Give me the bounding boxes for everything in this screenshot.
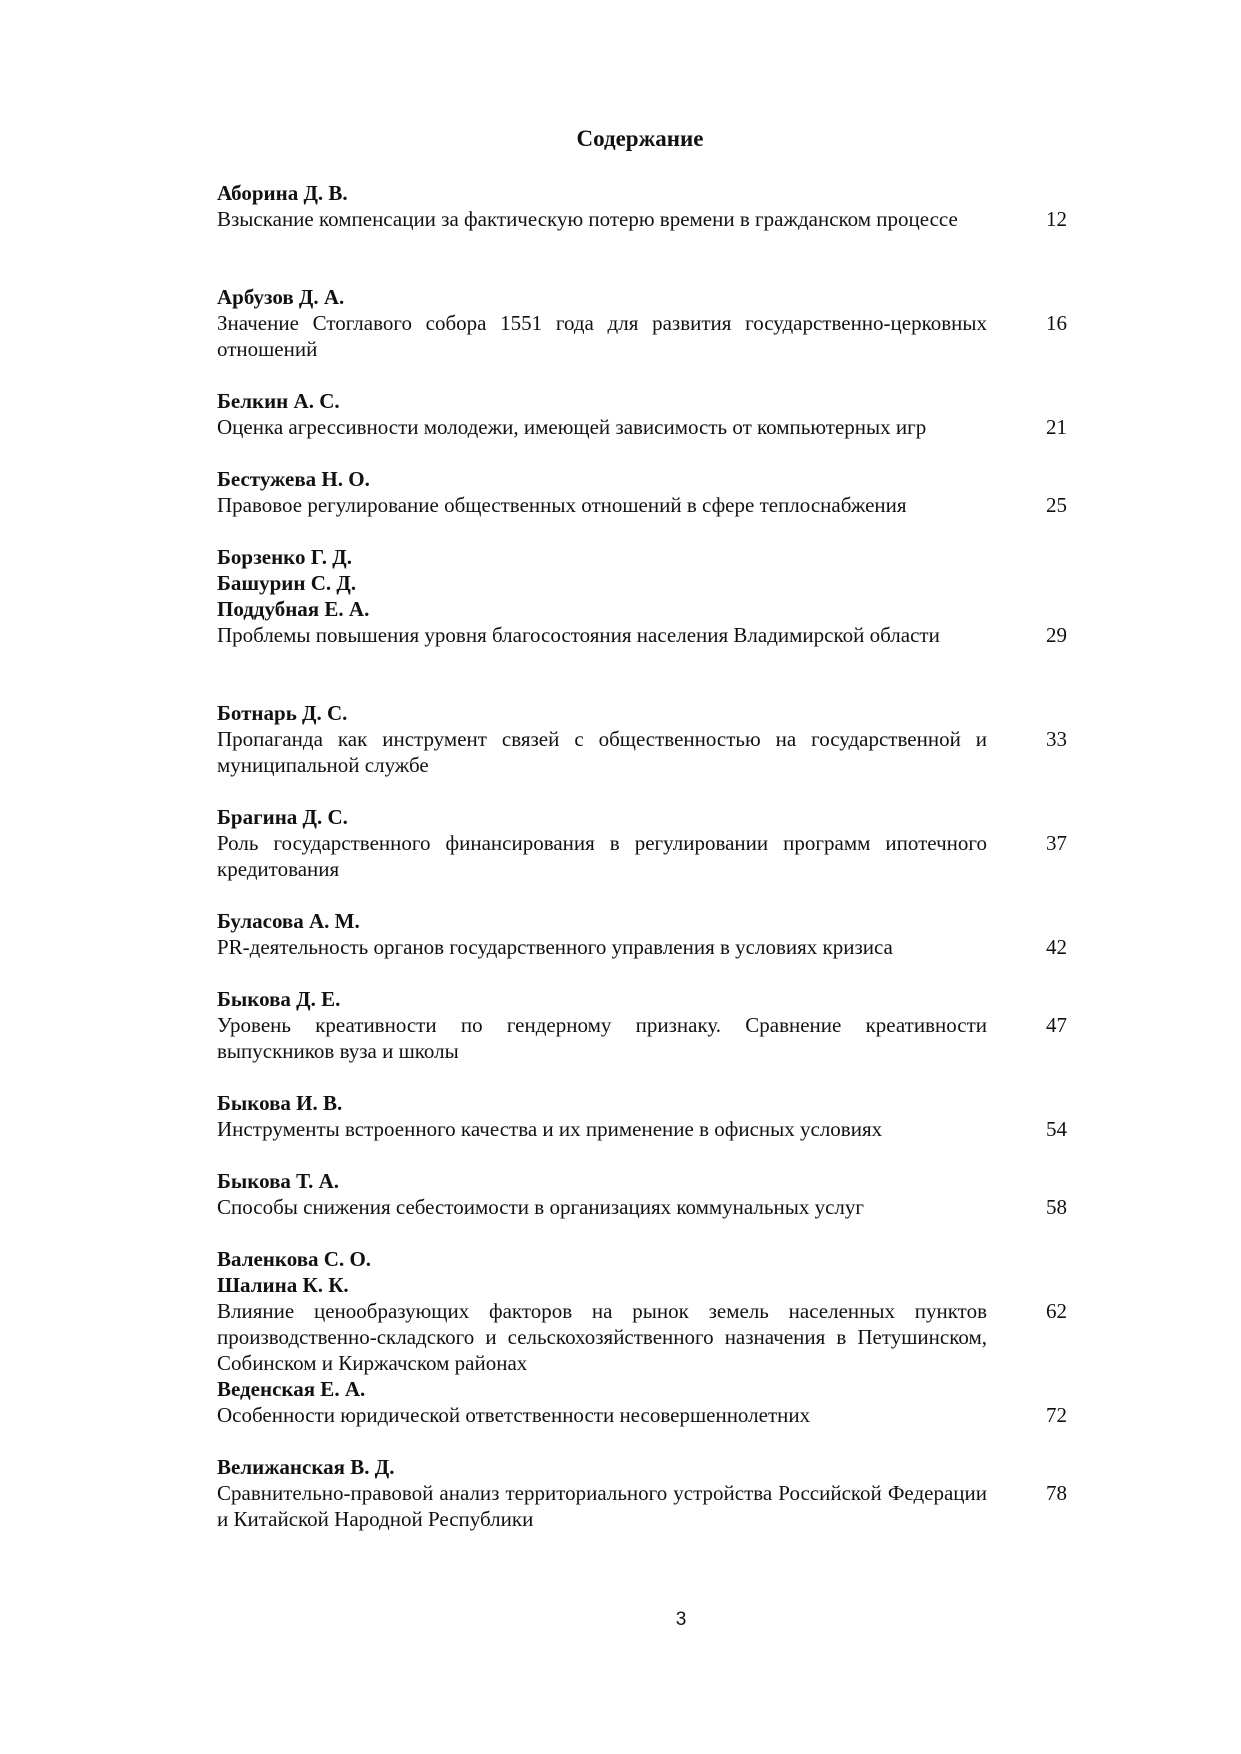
toc-entry [217,388,1067,440]
entry-author: Валенкова С. О. [217,1247,372,1271]
toc-entry [217,466,1067,518]
entry-title: Особенности юридической ответственности несовершеннолетних [217,1403,811,1427]
entry-page-number: 58 [1046,1195,1067,1219]
toc-entry [217,1454,1067,1532]
toc-entry [217,700,1067,778]
toc-entry [217,1246,1067,1376]
entry-author: Борзенко Г. Д. [217,545,352,569]
toc-entry [217,544,1067,648]
entry-author: Буласова А. М. [217,909,360,933]
entry-author: Быкова Т. А. [217,1169,339,1193]
page-title: Содержание [576,126,704,151]
entry-author: Быкова И. В. [217,1091,343,1115]
entry-page-number: 78 [1046,1481,1067,1505]
toc-entry [217,1090,1067,1142]
entry-author: Аборина Д. В. [217,181,348,205]
entry-page-number: 21 [1046,415,1067,439]
entry-author: Шалина К. К. [217,1273,349,1297]
entry-page-number: 72 [1046,1403,1067,1427]
entry-author: Бестужева Н. О. [217,467,370,491]
entry-page-number: 16 [1046,311,1067,335]
entry-title: Значение Стоглавого собора 1551 года для развития государственно-церковных отношений [217,311,987,361]
entry-author: Белкин А. С. [217,389,340,413]
entry-title: Инструменты встроенного качества и их применение в офисных условиях [217,1117,883,1141]
entry-title: Сравнительно-правовой анализ территориального устройства Российской Федерации и Китайской Народной Республики [217,1481,987,1531]
entry-author: Ботнарь Д. С. [217,701,348,725]
entry-title: Проблемы повышения уровня благосостояния населения Владимирской области [217,623,940,647]
entry-author: Быкова Д. Е. [217,987,341,1011]
entry-title: PR-деятельность органов государственного управления в условиях кризиса [217,935,893,959]
toc-entry [217,908,1067,960]
entry-author: Велижанская В. Д. [217,1455,395,1479]
entry-page-number: 25 [1046,493,1067,517]
toc-entry [217,1168,1067,1220]
entry-title: Оценка агрессивности молодежи, имеющей зависимость от компьютерных игр [217,415,927,439]
entry-author: Арбузов Д. А. [217,285,345,309]
entry-title: Пропаганда как инструмент связей с общественностью на государственной и муниципальной службе [217,727,987,777]
entry-page-number: 42 [1046,935,1067,959]
toc-entry [217,986,1067,1064]
entry-title: Роль государственного финансирования в регулировании программ ипотечного кредитования [217,831,987,881]
entry-title: Взыскание компенсации за фактическую потерю времени в гражданском процессе [217,207,958,231]
entry-page-number: 62 [1046,1299,1067,1323]
entry-page-number: 33 [1046,727,1067,751]
entry-page-number: 29 [1046,623,1067,647]
entry-author: Поддубная Е. А. [217,597,370,621]
toc-entry [217,180,1067,232]
entry-title: Правовое регулирование общественных отношений в сфере теплоснабжения [217,493,907,517]
toc-entry [217,804,1067,882]
toc-entry [217,284,1067,362]
entry-title: Уровень креативности по гендерному признаку. Сравнение креативности выпускников вуза и школы [217,1013,987,1063]
entry-page-number: 47 [1046,1013,1067,1037]
entry-author: Брагина Д. С. [217,805,348,829]
entry-title: Влияние ценообразующих факторов на рынок земель населенных пунктов производственно-складского и сельскохозяйственного назначения в Петушинском, Собинском и Киржачском районах [217,1299,987,1375]
page-number: 3 [675,1609,687,1630]
entry-page-number: 54 [1046,1117,1067,1141]
entry-title: Способы снижения себестоимости в организациях коммунальных услуг [217,1195,864,1219]
entry-page-number: 37 [1046,831,1067,855]
entry-author: Веденская Е. А. [217,1377,366,1401]
entry-page-number: 12 [1046,207,1067,231]
entry-author: Башурин С. Д. [217,571,357,595]
toc-entry [217,1376,1067,1428]
